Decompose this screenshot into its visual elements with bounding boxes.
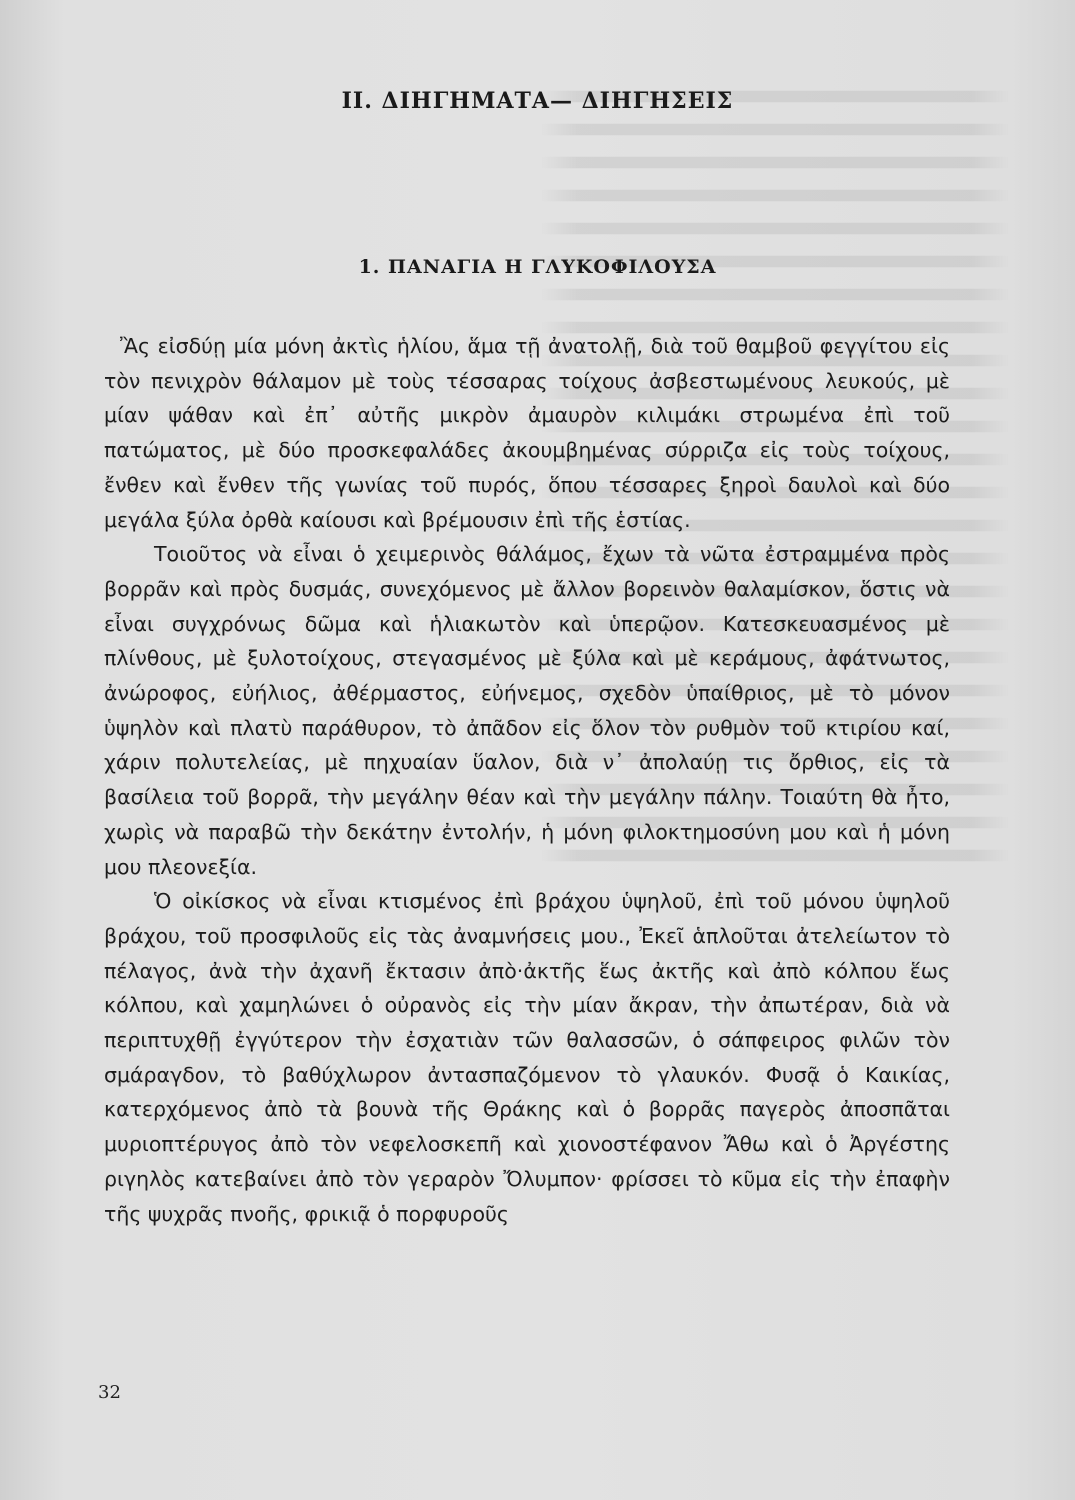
paragraph-1: Ἂς εἰσδύῃ μία μόνη ἀκτὶς ἡλίου, ἅμα τῇ ἀνατολῇ, διὰ τοῦ θαμβοῦ φεγγίτου εἰς τὸν πενιχρὸν θάλαμον μὲ τοὺς τέσσαρας τοίχους ἀσβεστωμένους λευκούς, μὲ μίαν ψάθαν καὶ ἐπ᾽ αὐτῆς μικρὸν ἀμαυρὸν κιλιμάκι στρωμένα ἐπὶ τοῦ πατώματος, μὲ δύο προσκεφαλάδες ἀκουμβημένας σύρριζα εἰς τοὺς τοίχους, ἔνθεν καὶ ἔνθεν τῆς γωνίας τοῦ πυρός, ὅπου τέσσαρες ξηροὶ δαυλοὶ καὶ δύο μεγάλα ξύλα ὀρθὰ καίουσι καὶ βρέμουσιν ἐπὶ τῆς ἑστίας. — [104, 334, 950, 532]
paragraph-3: Ὁ οἰκίσκος νὰ εἶναι κτισμένος ἐπὶ βράχου ὑψηλοῦ, ἐπὶ τοῦ μόνου ὑψηλοῦ βράχου, τοῦ προσφιλοῦς εἰς τὰς ἀναμνήσεις μου., Ἐκεῖ ἁπλοῦται ἀτελείωτον τὸ πέλαγος, ἀνὰ τὴν ἀχανῆ ἔκτασιν ἀπὸ·ἀκτῆς ἕως ἀκτῆς καὶ ἀπὸ κόλπου ἕως κόλπου, καὶ χαμηλώνει ὁ οὐρανὸς εἰς τὴν μίαν ἄκραν, τὴν ἀπωτέραν, διὰ νὰ περιπτυχθῇ ἐγγύτερον τὴν ἐσχατιὰν τῶν θαλασσῶν, ὁ σάπφειρος φιλῶν τὸν σμάραγδον, τὸ βαθύχλωρον ἀντασπαζόμενον τὸ γλαυκόν. Φυσᾷ ὁ Καικίας, κατερχόμενος ἀπὸ τὰ βουνὰ τῆς Θράκης καὶ ὁ βορρᾶς παγερὸς ἀποσπᾶται μυριοπτέρυγος ἀπὸ τὸν νεφελοσκεπῆ καὶ χιονοστέφανον Ἄθω καὶ ὁ Ἀργέστης ριγηλὸς κατεβαίνει ἀπὸ τὸν γεραρὸν Ὄλυμπον· φρίσσει τὸ κῦμα εἰς τὴν ἐπαφὴν τῆς ψυχρᾶς πνοῆς, φρικιᾷ ὁ πορφυροῦς — [104, 889, 950, 1226]
chapter-title: II. ΔΙΗΓΗΜΑΤΑ— ΔΙΗΓΗΣΕΙΣ — [341, 88, 734, 114]
paragraph-2: Τοιοῦτος νὰ εἶναι ὁ χειμερινὸς θάλάμος, ἔχων τὰ νῶτα ἐστραμμένα πρὸς βορρᾶν καὶ πρὸς δυσμάς, συνεχόμενος μὲ ἄλλον βορεινὸν θαλαμίσκον, ὅστις νὰ εἶναι συγχρόνως δῶμα καὶ ἡλιακωτὸν καὶ ὑπερῷον. Κατεσκευασμένος μὲ πλίνθους, μὲ ξυλοτοίχους, στεγασμένος μὲ ξύλα καὶ μὲ κεράμους, ἀφάτνωτος, ἀνώροφος, εὐήλιος, ἀθέρμαστος, εὐήνεμος, σχεδὸν ὑπαίθριος, μὲ τὸ μόνον ὑψηλὸν καὶ πλατὺ παράθυρον, τὸ ἀπᾶδον εἰς ὅλον τὸν ρυθμὸν τοῦ κτιρίου καί, χάριν πολυτελείας, μὲ πηχυαίαν ὕαλον, διὰ ν᾽ ἀπολαύῃ τις ὄρθιος, εἰς τὰ βασίλεια τοῦ βορρᾶ, τὴν μεγάλην θέαν καὶ τὴν μεγάλην πάλην. Τοιαύτη θὰ ἦτο, χωρὶς νὰ παραβῶ τὴν δεκάτην ἐντολήν, ἡ μόνη φιλοκτημοσύνη μου καὶ ἡ μόνη μου πλεονεξία. — [104, 542, 950, 879]
section-title: 1. ΠΑΝΑΓΙΑ Η ΓΛΥΚΟΦΙΛΟΥΣΑ — [358, 256, 717, 278]
body-text — [104, 329, 950, 1231]
page-number: 32 — [98, 1382, 121, 1403]
